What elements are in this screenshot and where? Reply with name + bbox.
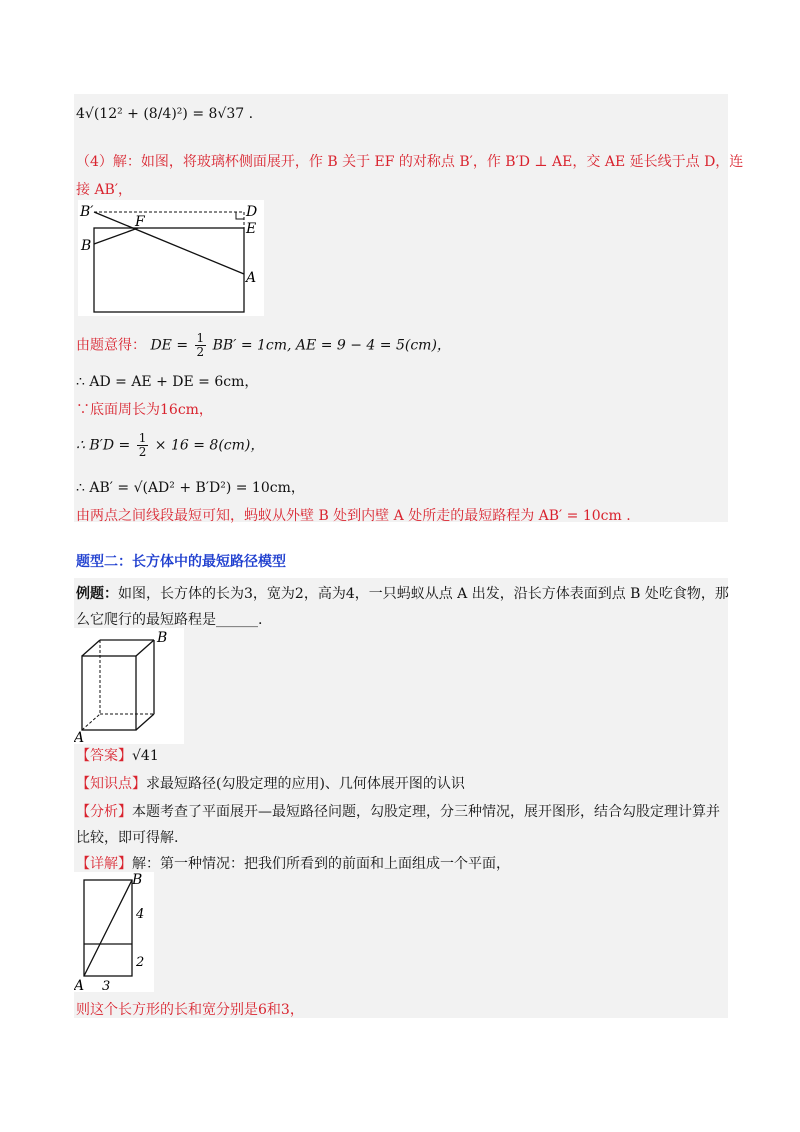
- calc1: 由题意得： DE = $\frac{1}{2}$ BB′ = 1cm, AE = 9 − 4 = 5(cm)，: [76, 331, 451, 359]
- label-a: A: [74, 978, 85, 992]
- section-heading: 题型二：长方体中的最短路径模型: [76, 554, 286, 570]
- top-formula: 4√(12² + (8/4)²) = 8√37 .: [76, 106, 254, 122]
- unfolded-glass-figure: [78, 200, 264, 316]
- label-d: D: [246, 204, 258, 220]
- final-line: 则这个长方形的长和宽分别是6和3，: [76, 1002, 304, 1018]
- cuboid-figure: [74, 628, 184, 744]
- calc3: ∵底面周长为16cm，: [76, 402, 213, 418]
- label-a: A: [246, 270, 257, 286]
- label-b: B: [132, 872, 143, 888]
- unfolded-rectangle-figure: [74, 872, 154, 992]
- answer-line: 【答案】√41: [76, 748, 159, 764]
- conclusion: 由两点之间线段最短可知，蚂蚁从外壁 B 处到内壁 A 处所走的最短路程为 AB′ = 10cm .: [76, 508, 631, 524]
- analysis-line2: 比较，即可得解.: [76, 830, 179, 846]
- label-4: 4: [136, 907, 145, 922]
- label-f: F: [135, 214, 145, 230]
- detail-line: 【详解】解：第一种情况：把我们所看到的前面和上面组成一个平面，: [76, 856, 510, 872]
- calc2: ∴ AD = AE + DE = 6cm，: [76, 374, 259, 390]
- calc5: ∴ AB′ = √(AD² + B′D²) = 10cm，: [76, 480, 305, 496]
- label-3: 3: [102, 979, 111, 992]
- label-e: E: [246, 221, 257, 237]
- label-2: 2: [136, 955, 145, 970]
- label-b: B: [157, 630, 168, 646]
- knowledge-line: 【知识点】求最短路径(勾股定理的应用)、几何体展开图的认识: [76, 776, 465, 792]
- fraction-half-2: $\frac{1}{2}$: [138, 431, 147, 459]
- example-line2: 么它爬行的最短路程是______.: [76, 612, 263, 628]
- label-b: B: [81, 238, 92, 254]
- example-line1: 例题：如图，长方体的长为3，宽为2，高为4，一只蚂蚁从点 A 出发，沿长方体表面到点 B 处吃食物，那: [76, 586, 729, 602]
- step4-line1: （4）解：如图，将玻璃杯侧面展开，作 B 关于 EF 的对称点 B′，作 B′D ⊥ AE，交 AE 延长线于点 D，连: [76, 154, 744, 170]
- calc4: ∴ B′D = $\frac{1}{2}$ × 16 = 8(cm)，: [76, 431, 265, 459]
- label-a: A: [74, 730, 85, 744]
- step4-line2: 接 AB′，: [76, 182, 133, 198]
- label-b-prime: B′: [80, 204, 94, 220]
- analysis-line1: 【分析】本题考查了平面展开—最短路径问题，勾股定理，分三种情况，展开图形，结合勾股定理计算并: [76, 804, 720, 820]
- fraction-half: $\frac{1}{2}$: [196, 331, 205, 359]
